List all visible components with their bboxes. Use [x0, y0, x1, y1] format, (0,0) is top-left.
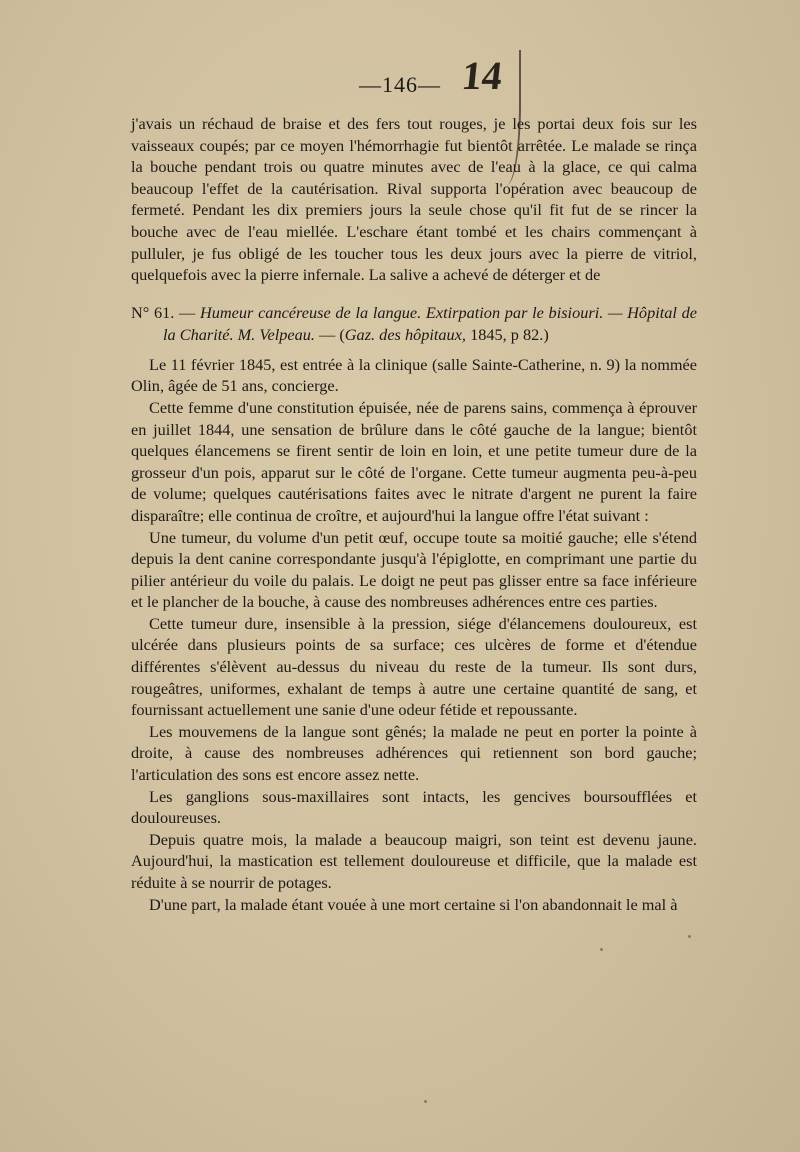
paper-speck: [600, 948, 603, 951]
paper-speck: [688, 935, 691, 938]
page-body: [131, 113, 697, 915]
paragraph: Une tumeur, du volume d'un petit œuf, occupe toute sa moitié gauche; elle s'étend depuis la dent canine correspondante jusqu'à l'épiglotte, en comprimant une partie du pilier antérieur du voile du palais. Le doigt ne peut pas glisser entre sa face inférieure et le plancher de la bouche, à cause des nombreuses adhérences entre ces parties.: [131, 527, 697, 612]
case-dash2: — (: [319, 324, 345, 344]
paragraph: D'une part, la malade étant vouée à une mort certaine si l'on abandonnait le mal à: [149, 894, 678, 914]
page-header: [0, 72, 800, 98]
case-dash: —: [174, 302, 201, 322]
case-source: Gaz. des hôpitaux,: [344, 324, 466, 344]
continued-paragraph: j'avais un réchaud de braise et des fers tout rouges, je les portai deux fois sur les vaisseaux coupés; par ce moyen l'hémorrhagie fut bientôt arrêtée. Le malade se rinça la bouche pendant trois ou quatre minutes avec de l'eau à la glace, ce qui calma beaucoup l'effet de la cautérisation. Rival supporta l'opération avec beaucoup de fermeté. Pendant les dix premiers jours la seule chose qu'il fit fut de se rincer la bouche avec de l'eau miellée. L'eschare étant tombé et les chairs commençant à pulluler, je fus obligé de les toucher tous les deux jours avec la pierre de vitriol, quelquefois avec la pierre infernale. La salive a achevé de déterger et de: [131, 114, 697, 285]
case-reference: 1845, p 82.): [466, 324, 549, 344]
page-number: —146—: [359, 72, 441, 97]
handwritten-page-number: 14: [459, 53, 505, 98]
paragraph: Depuis quatre mois, la malade a beaucoup maigri, son teint est devenu jaune. Aujourd'hui, la mastication est tellement douloureuse et difficile, que la malade est réduite à se nourrir de potages.: [131, 829, 697, 892]
paragraph: Les ganglions sous-maxillaires sont intacts, les gencives boursoufflées et douloureuses.: [131, 786, 697, 828]
paragraph: Les mouvemens de la langue sont gênés; la malade ne peut en porter la pointe à droite, à cause des nombreuses adhérences qui retiennent son bord gauche; l'articulation des sons est encore assez nette.: [131, 721, 697, 785]
case-number: N° 61.: [131, 302, 175, 322]
paragraph: Cette tumeur dure, insensible à la pression, siége d'élancemens douloureux, est ulcérée dans plusieurs points de sa surface; ces ulcères de forme et d'étendue différentes s'élèvent au-dessus du niveau du reste de la tumeur. Ils sont durs, rougeâtres, uniformes, exhalant de temps à autre une certaine quantité de sang, et fournissant actuellement une sanie d'une odeur fétide et repoussante.: [131, 613, 697, 720]
paragraph: Cette femme d'une constitution épuisée, née de parens sains, commença à éprouver en juillet 1844, une sensation de brûlure dans le côté gauche de la langue; bientôt quelques élancemens se firent sentir de loin en loin, et une petite tumeur dure de la grosseur d'un pois, apparut sur le côté de l'organe. Cette tumeur augmenta peu-à-peu de volume; quelques cautérisations faites avec le nitrate d'argent ne purent la faire disparaître; elle continua de croître, et aujourd'hui la langue offre l'état suivant :: [131, 397, 697, 525]
case-heading: [131, 302, 697, 346]
paragraph: Le 11 février 1845, est entrée à la clinique (salle Sainte-Catherine, n. 9) la nommée Olin, âgée de 51 ans, concierge.: [131, 354, 697, 396]
case-title: Humeur cancéreuse de la langue. Extirpation par le bisiouri. — Hôpital de la Charité. M. Velpeau.: [163, 302, 697, 344]
paper-speck: [424, 1100, 427, 1103]
